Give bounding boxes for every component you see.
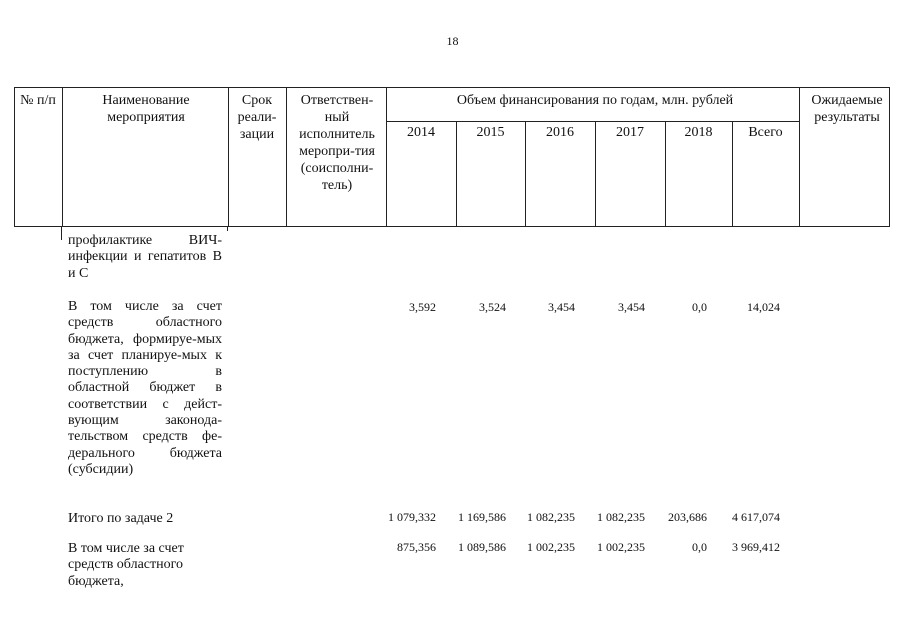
value-total: 4 617,074 bbox=[732, 510, 780, 524]
value-2014: 3,592 bbox=[409, 300, 436, 314]
value-total: 14,024 bbox=[747, 300, 780, 314]
year-2016: 2016 bbox=[546, 125, 574, 140]
column-divider bbox=[286, 88, 287, 226]
header-funding-title: Объем финансирования по годам, млн. рублей bbox=[456, 93, 734, 108]
value-total: 3 969,412 bbox=[732, 540, 780, 554]
header-executor: Ответствен-ный исполнитель меропри-тия (соисполни-тель) bbox=[299, 93, 375, 193]
row-text: В том числе за счет средств областного бюджета, формируе-мых за счет планируе-мых к поступлению в областной бюджет в соответствии с дейст-вующим законода-тельством средств фе-дерального бюджета (субсидии) bbox=[68, 299, 222, 477]
column-divider bbox=[386, 88, 387, 226]
row-text: профилактике ВИЧ-инфекции и гепатитов В и С bbox=[68, 233, 222, 281]
header-name: Наименование мероприятия bbox=[102, 93, 190, 125]
value-2018: 0,0 bbox=[692, 300, 707, 314]
header-num: № п/п bbox=[20, 93, 56, 108]
column-divider bbox=[61, 226, 62, 240]
header-results: Ожидаемые результаты bbox=[811, 93, 883, 125]
year-2018: 2018 bbox=[684, 125, 713, 140]
table-header bbox=[14, 87, 890, 227]
column-divider bbox=[227, 226, 228, 231]
year-2015: 2015 bbox=[476, 125, 505, 140]
value-2018: 0,0 bbox=[692, 540, 707, 554]
column-divider bbox=[799, 88, 800, 226]
row-text: В том числе за счет средств областного бюджета, bbox=[68, 541, 184, 589]
header-term: Срок реали-зации bbox=[237, 93, 277, 142]
page-number: 18 bbox=[446, 34, 459, 48]
value-2016: 1 082,235 bbox=[527, 510, 575, 524]
year-2017: 2017 bbox=[616, 125, 644, 140]
value-2015: 1 169,586 bbox=[458, 510, 506, 524]
value-2014: 1 079,332 bbox=[388, 510, 436, 524]
column-divider bbox=[62, 88, 63, 226]
year-2014: 2014 bbox=[407, 125, 435, 140]
value-2016: 3,454 bbox=[548, 300, 575, 314]
column-divider bbox=[228, 88, 229, 226]
value-2017: 3,454 bbox=[618, 300, 645, 314]
value-2015: 1 089,586 bbox=[458, 540, 506, 554]
year-total: Всего bbox=[748, 125, 783, 140]
funding-divider bbox=[386, 121, 799, 122]
value-2016: 1 002,235 bbox=[527, 540, 575, 554]
value-2017: 1 002,235 bbox=[597, 540, 645, 554]
value-2015: 3,524 bbox=[479, 300, 506, 314]
value-2014: 875,356 bbox=[397, 540, 436, 554]
value-2017: 1 082,235 bbox=[597, 510, 645, 524]
row-text: Итого по задаче 2 bbox=[68, 511, 174, 526]
value-2018: 203,686 bbox=[668, 510, 707, 524]
